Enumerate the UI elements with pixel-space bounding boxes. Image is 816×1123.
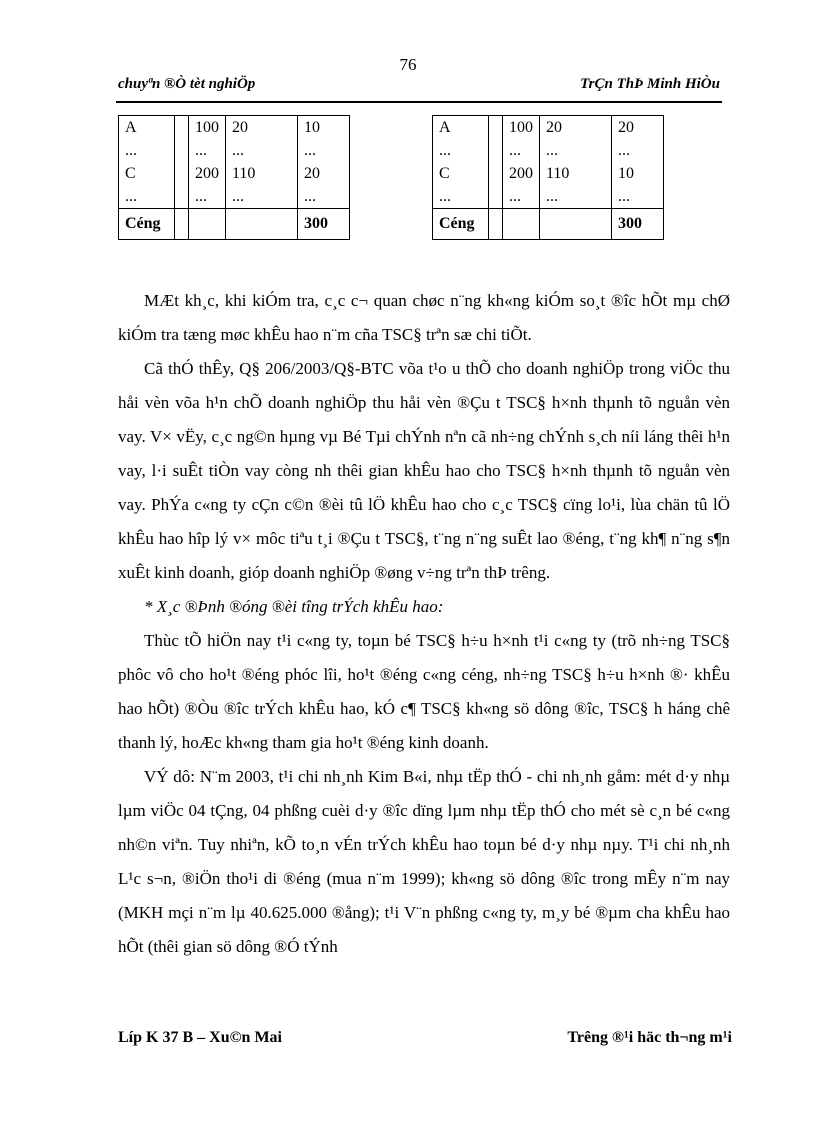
- table-cell: [489, 185, 503, 209]
- table-cell: 20: [612, 116, 664, 140]
- table-cell: 300: [612, 209, 664, 240]
- table-cell: ...: [119, 139, 175, 162]
- table-cell: 200: [189, 162, 226, 185]
- table-cell: ...: [503, 185, 540, 209]
- footer-class: Líp K 37 B – Xu©n Mai: [118, 1029, 282, 1046]
- table-cell: [175, 162, 189, 185]
- table-cell: 100: [189, 116, 226, 140]
- table-cell: ...: [189, 185, 226, 209]
- table-cell: A: [433, 116, 489, 140]
- table-cell: [189, 209, 226, 240]
- footer-school: Trêng ®¹i häc th¬ng m¹i: [567, 1029, 732, 1046]
- table-cell: [489, 209, 503, 240]
- table-cell: C: [119, 162, 175, 185]
- table-total-row: [433, 209, 664, 240]
- table-row: [433, 139, 664, 162]
- table-cell: [175, 209, 189, 240]
- header-rule: [116, 101, 722, 103]
- table-cell: C: [433, 162, 489, 185]
- table-row: [119, 116, 350, 140]
- table-cell: 20: [298, 162, 350, 185]
- table-cell: A: [119, 116, 175, 140]
- header-author: TrÇn ThÞ Minh HiÒu: [580, 76, 720, 92]
- table-cell: [540, 209, 612, 240]
- table-cell: 20: [226, 116, 298, 140]
- table-cell: 20: [540, 116, 612, 140]
- table-cell: ...: [433, 139, 489, 162]
- table-cell: [226, 209, 298, 240]
- table-cell: 10: [298, 116, 350, 140]
- table-cell: 200: [503, 162, 540, 185]
- table-cell: [489, 116, 503, 140]
- table-row: [433, 116, 664, 140]
- table-cell: ...: [189, 139, 226, 162]
- table-cell: ...: [433, 185, 489, 209]
- table-cell: ...: [503, 139, 540, 162]
- table-cell: [175, 185, 189, 209]
- table-total-row: [119, 209, 350, 240]
- table-cell: Céng: [119, 209, 175, 240]
- table-row: [119, 185, 350, 209]
- table-cell: 10: [612, 162, 664, 185]
- table-cell: [175, 139, 189, 162]
- table-cell: [489, 139, 503, 162]
- header-title: chuyªn ®Ò tèt nghiÖp: [118, 76, 256, 92]
- table-cell: [175, 116, 189, 140]
- paragraph: VÝ dô: N¨m 2003, t¹i chi nh¸nh Kim B«i, nhµ tËp thÓ - chi nh¸nh gåm: mét d·y nhµ lµm viÖc 04 tÇng, 04 phßng cuèi d·y ®îc dïng lµm nhµ tËp thÓ cho mét sè c¸n bé c«ng nh©n viªn. Tuy nhiªn, kÕ to¸n vÉn trÝch khÊu hao toµn bé d·y nhµ nµy. T¹i chi nh¸nh L¹c s¬n, ®iÖn tho¹i di ®éng (mua n¨m 1999); kh«ng sö dông ®îc trong mÊy n¨m nay (MKH mçi n¨m lµ 40.625.000 ®ång); t¹i V¨n phßng c«ng ty, m¸y bé ®µm cha khÊu hao hÕt (thêi gian sö dông ®Ó tÝnh: [118, 767, 730, 956]
- table-cell: 110: [540, 162, 612, 185]
- table-row: [433, 185, 664, 209]
- table-row: [119, 139, 350, 162]
- table-row: [119, 162, 350, 185]
- table-cell: ...: [540, 139, 612, 162]
- table-cell: ...: [119, 185, 175, 209]
- table-cell: ...: [298, 139, 350, 162]
- table-cell: ...: [226, 139, 298, 162]
- page-number: 76: [399, 55, 417, 74]
- table-cell: ...: [298, 185, 350, 209]
- table-cell: [489, 162, 503, 185]
- table-right: [432, 115, 664, 240]
- table-cell: ...: [612, 185, 664, 209]
- table-cell: Céng: [433, 209, 489, 240]
- table-row: [433, 162, 664, 185]
- paragraph: MÆt kh¸c, khi kiÓm tra, c¸c c¬ quan chøc n¨ng kh«ng kiÓm so¸t ®îc hÕt mµ chØ kiÓm tra tæng møc khÊu hao n¨m cña TSC§ trªn sæ chi tiÕt.: [118, 291, 730, 344]
- paragraph: Thùc tÕ hiÖn nay t¹i c«ng ty, toµn bé TSC§ h÷u h×nh t¹i c«ng ty (trõ nh÷ng TSC§ phôc vô cho ho¹t ®éng phóc lîi, ho¹t ®éng c«ng céng, nh÷ng TSC§ h÷u h×nh ®· khÊu hao hÕt) ®Òu ®îc trÝch khÊu hao, kÓ c¶ TSC§ kh«ng sö dông ®îc, TSC§ h háng chê thanh lý, hoÆc kh«ng tham gia ho¹t ®éng kinh doanh.: [118, 631, 730, 752]
- body-text: [118, 284, 730, 964]
- table-cell: [503, 209, 540, 240]
- table-cell: ...: [226, 185, 298, 209]
- table-cell: 100: [503, 116, 540, 140]
- table-cell: 300: [298, 209, 350, 240]
- table-cell: ...: [612, 139, 664, 162]
- table-cell: ...: [540, 185, 612, 209]
- paragraph: Cã thÓ thÊy, Q§ 206/2003/Q§-BTC võa t¹o u thÕ cho doanh nghiÖp trong viÖc thu håi vèn võa h¹n chÕ doanh nghiÖp thu håi vèn ®Çu t TSC§ h×nh thµnh tõ nguån vèn vay. V× vËy, c¸c ng©n hµng vµ Bé Tµi chÝnh nªn cã nh÷ng chÝnh s¸ch níi láng thêi h¹n vay, l·i suÊt tiÒn vay còng nh thêi gian khÊu hao cho TSC§ h×nh thµnh tõ nguån vèn vay. PhÝa c«ng ty cÇn c©n ®èi tû lÖ khÊu hao cho c¸c TSC§ cïng lo¹i, lùa chän tû lÖ khÊu hao hîp lý v× môc tiªu t¸i ®Çu t TSC§, t¨ng n¨ng suÊt lao ®éng, t¨ng kh¶ n¨ng s¶n xuÊt kinh doanh, gióp doanh nghiÖp ®øng v÷ng trªn thÞ trêng.: [118, 359, 730, 582]
- table-cell: 110: [226, 162, 298, 185]
- table-left: [118, 115, 350, 240]
- section-heading: * X¸c ®Þnh ®óng ®èi tîng trÝch khÊu hao:: [144, 597, 444, 616]
